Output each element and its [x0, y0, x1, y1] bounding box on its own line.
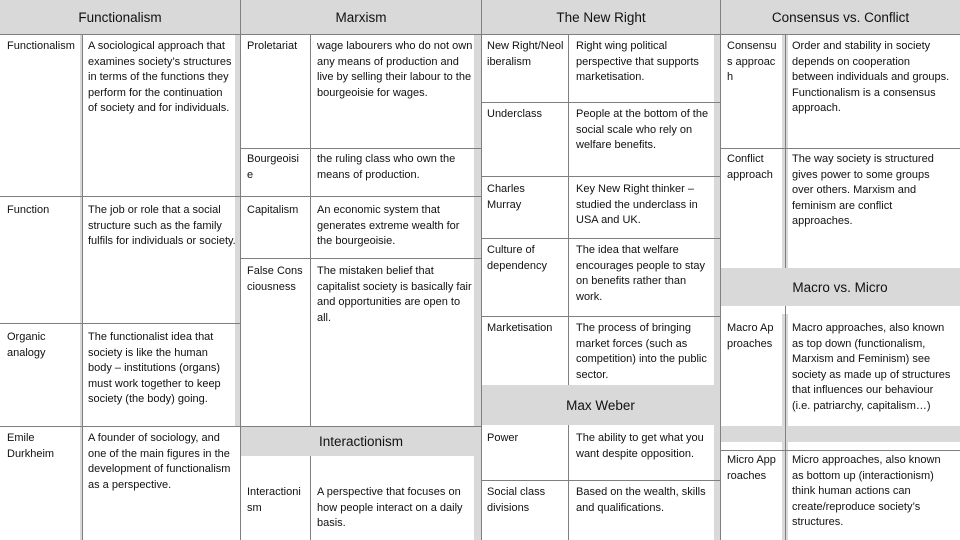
false-consciousness-term: False Consciousness	[247, 265, 303, 293]
weber-header-text: Max Weber	[566, 397, 635, 413]
new-right-header-text: The New Right	[556, 9, 646, 25]
functionalism-header	[0, 0, 240, 34]
micro-approaches-definition: Micro approaches, also known as bottom up (interactionism) think human actions can create/reproduce society’s structures.	[792, 454, 941, 529]
bourgeoisie-term: Bourgeoisie	[247, 153, 299, 181]
function-term: Function	[7, 204, 50, 216]
bourgeoisie-definition: the ruling class who own the means of production.	[317, 153, 456, 181]
micro-approaches-term: Micro Approaches	[727, 454, 776, 482]
divider	[720, 148, 960, 149]
charles-murray-definition: Key New Right thinker – studied the underclass in USA and UK.	[576, 183, 698, 227]
divider	[481, 0, 482, 540]
organic-analogy-term: Organic analogy	[7, 331, 46, 359]
divider	[310, 456, 311, 540]
conflict-approach-term: Conflict approach	[727, 153, 773, 181]
marxism-header	[241, 0, 481, 34]
divider	[481, 102, 720, 103]
divider	[0, 426, 240, 427]
proletariat-definition: wage labourers who do not own any means of production and live by selling their labour to the bourgeoisie for wages.	[317, 40, 473, 99]
culture-of-dependency-definition: The idea that welfare encourages people to stay on benefits rather than work.	[576, 244, 706, 303]
divider	[0, 323, 240, 324]
organic-analogy-definition: The functionalist idea that society is like the human body – institutions (organs) must work together to keep society (the body) going.	[88, 331, 221, 406]
macro-bottom-shading	[720, 426, 960, 442]
capitalism-term: Capitalism	[247, 204, 299, 216]
divider	[0, 196, 240, 197]
interactionism-definition: A perspective that focuses on how people interact on a daily basis.	[317, 486, 463, 530]
divider	[568, 34, 569, 385]
divider	[481, 176, 720, 177]
divider	[310, 34, 311, 426]
consensus-approach-term: Consensus approach	[727, 40, 777, 84]
marketisation-definition: The process of bringing market forces (such as competition) into the public sector.	[576, 322, 707, 381]
weber-header	[481, 385, 720, 425]
power-definition: The ability to get what you want despite opposition.	[576, 432, 704, 460]
consensus-conflict-header-text: Consensus vs. Conflict	[771, 9, 910, 25]
divider	[0, 34, 960, 35]
interactionism-header	[241, 426, 481, 456]
divider	[241, 148, 481, 149]
marxism-header-text: Marxism	[335, 9, 387, 25]
durkheim-definition: A founder of sociology, and one of the main figures in the development of functionalism as a perspective.	[88, 432, 231, 491]
macro-micro-header-text: Macro vs. Micro	[792, 279, 888, 295]
macro-approaches-term: Macro Approaches	[727, 322, 774, 350]
consensus-conflict-header	[721, 0, 960, 34]
divider	[481, 238, 720, 239]
charles-murray-term: Charles Murray	[487, 183, 525, 211]
power-term: Power	[487, 432, 519, 444]
divider	[720, 450, 960, 451]
new-right-header	[482, 0, 720, 34]
function-definition: The job or role that a social structure such as the family fulfils for individuals or society.	[88, 204, 236, 248]
durkheim-term: Emile Durkheim	[7, 432, 55, 460]
underclass-term: Underclass	[487, 108, 543, 120]
new-right-definition: Right wing political perspective that supports marketisation.	[576, 40, 699, 84]
proletariat-term: Proletariat	[247, 40, 298, 52]
divider	[241, 258, 481, 259]
divider	[785, 34, 786, 268]
social-class-divisions-term: Social class divisions	[487, 486, 546, 514]
functionalism-header-text: Functionalism	[78, 9, 162, 25]
macro-micro-header	[720, 268, 960, 306]
divider	[720, 0, 721, 540]
divider	[568, 425, 569, 540]
divider	[241, 196, 481, 197]
divider	[481, 480, 720, 481]
divider	[240, 0, 241, 540]
divider	[82, 34, 83, 540]
macro-approaches-definition: Macro approaches, also known as top down (functionalism, Marxism and Feminism) see society as made up of structures that influences our behaviour (i.e. patriarchy, capitalism…)	[792, 322, 951, 412]
consensus-approach-definition: Order and stability in society depends on cooperation between individuals and groups. Functionalism is a consensus approach.	[792, 40, 950, 115]
divider	[241, 426, 481, 427]
divider	[785, 306, 786, 540]
new-right-term: New Right/Neoliberalism	[487, 40, 564, 68]
capitalism-definition: An economic system that generates extreme wealth for the bourgeoisie.	[317, 204, 460, 248]
interactionism-header-text: Interactionism	[318, 433, 404, 449]
culture-of-dependency-term: Culture of dependency	[487, 244, 547, 272]
divider	[481, 316, 720, 317]
false-consciousness-definition: The mistaken belief that capitalist society is basically fair and opportunities are open to all.	[317, 265, 472, 324]
underclass-definition: People at the bottom of the social scale who rely on welfare benefits.	[576, 108, 709, 152]
functionalism-definition: A sociological approach that examines society’s structures in terms of the functions they perform for the continuation of society and for individuals.	[88, 40, 232, 115]
functionalism-term: Functionalism	[7, 40, 75, 52]
social-class-divisions-definition: Based on the wealth, skills and qualifications.	[576, 486, 706, 514]
marketisation-term: Marketisation	[487, 322, 553, 334]
conflict-approach-definition: The way society is structured gives power to some groups over others. Marxism and feminism are conflict approaches.	[792, 153, 934, 228]
interactionism-term: Interactionism	[247, 486, 301, 514]
